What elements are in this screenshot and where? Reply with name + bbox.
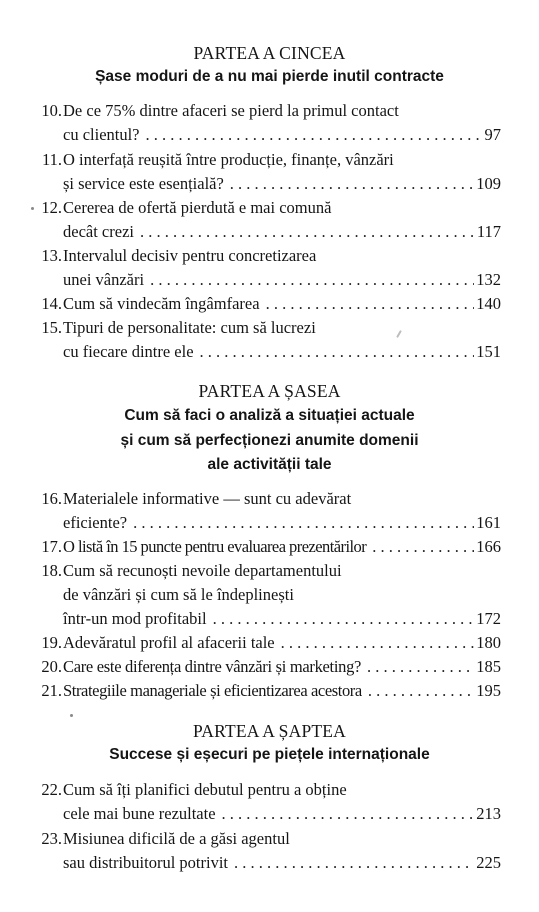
entry-page-number: 161 (476, 513, 501, 532)
entry-title-line: cu clientul? (63, 125, 140, 144)
entry-page-number: 185 (476, 657, 501, 676)
part-5-heading: PARTEA A CINCEA (193, 43, 346, 63)
entry-page-number: 180 (476, 633, 501, 652)
entry-last-line (63, 657, 501, 677)
entry-page-number: 166 (476, 537, 501, 556)
scan-speck (396, 330, 402, 338)
dot-leader (150, 270, 474, 290)
entry-last-line (63, 633, 501, 653)
entry-title-line: cu fiecare dintre ele (63, 342, 194, 361)
entry-title-line: Intervalul decisiv pentru concretizarea (63, 246, 317, 265)
entry-number: 10. (41, 101, 62, 120)
entry-last-line (63, 294, 501, 314)
dot-leader (230, 174, 474, 194)
entry-number: 18. (41, 561, 62, 580)
entry-title-line: eficiente? (63, 513, 128, 532)
entry-title-line: cele mai bune rezultate (63, 804, 216, 823)
dot-leader (213, 609, 475, 629)
entry-number: 17. (41, 537, 62, 556)
entry-page-number: 195 (476, 681, 501, 700)
entry-number: 11. (41, 150, 62, 169)
dot-leader (234, 853, 474, 873)
entry-last-line (63, 270, 501, 290)
entry-page-number: 132 (476, 270, 501, 289)
dot-leader (367, 657, 474, 677)
entry-title-line: Materialele informative — sunt cu adevărat (63, 489, 352, 508)
entry-last-line (63, 174, 501, 194)
part-7-heading: PARTEA A ȘAPTEA (192, 721, 346, 741)
dot-leader (281, 633, 475, 653)
entry-number: 20. (41, 657, 62, 676)
entry-last-line (63, 342, 501, 362)
entry-page-number: 97 (484, 125, 501, 144)
entry-last-line (63, 804, 501, 824)
entry-title-line: Cum să vindecăm îngâmfarea (63, 294, 260, 313)
dot-leader (200, 342, 475, 362)
entry-page-number: 140 (476, 294, 501, 313)
entry-last-line (63, 513, 501, 533)
dot-leader (133, 513, 474, 533)
entry-title-line: de vânzări și cum să le îndeplinești (63, 585, 294, 604)
part-5-subtitle: Șase moduri de a nu mai pierde inutil contracte (95, 68, 444, 85)
scan-speck (31, 207, 34, 210)
entry-title-line: Cererea de ofertă pierdută e mai comună (63, 198, 332, 217)
entry-number: 12. (41, 198, 62, 217)
entry-title-line: Strategiile manageriale și eficientizarea acestora (63, 681, 362, 700)
entry-page-number: 109 (476, 174, 501, 193)
dot-leader (140, 222, 475, 242)
part-7-subtitle: Succese și eșecuri pe piețele internaționale (109, 746, 430, 763)
entry-title-line: Misiunea dificilă de a găsi agentul (63, 829, 290, 848)
entry-last-line (63, 125, 501, 145)
entry-title-line: decât crezi (63, 222, 134, 241)
entry-title-line: O interfață reușită între producție, finanțe, vânzări (63, 150, 394, 169)
entry-page-number: 225 (476, 853, 501, 872)
dot-leader (368, 681, 474, 701)
entry-last-line (63, 853, 501, 873)
part-6-subtitle-line-3: ale activității tale (207, 456, 332, 473)
entry-title-line: Cum să recunoști nevoile departamentului (63, 561, 342, 580)
dot-leader (146, 125, 483, 145)
entry-last-line (63, 609, 501, 629)
entry-number: 15. (41, 318, 62, 337)
entry-page-number: 117 (476, 222, 501, 241)
entry-number: 13. (41, 246, 62, 265)
part-6-heading: PARTEA A ȘASEA (198, 381, 341, 401)
entry-last-line (63, 537, 501, 557)
entry-title-line: O listă în 15 puncte pentru evaluarea prezentărilor (63, 537, 367, 556)
entry-number: 14. (41, 294, 62, 313)
entry-number: 22. (41, 780, 62, 799)
entry-last-line (63, 681, 501, 701)
entry-page-number: 151 (476, 342, 501, 361)
dot-leader (266, 294, 475, 314)
part-6-subtitle-line-1: Cum să faci o analiză a situației actuale (124, 407, 415, 424)
entry-number: 19. (41, 633, 62, 652)
entry-title-line: Tipuri de personalitate: cum să lucrezi (63, 318, 316, 337)
entry-title-line: Care este diferența dintre vânzări și marketing? (63, 657, 362, 676)
part-6-subtitle-line-2: și cum să perfecționezi anumite domenii (120, 432, 419, 449)
entry-page-number: 172 (476, 609, 501, 628)
entry-number: 16. (41, 489, 62, 508)
entry-title-line: și service este esențială? (63, 174, 224, 193)
entry-page-number: 213 (476, 804, 501, 823)
dot-leader (222, 804, 475, 824)
entry-number: 23. (41, 829, 62, 848)
entry-title-line: Cum să îți planifici debutul pentru a obține (63, 780, 347, 799)
entry-title-line: Adevăratul profil al afacerii tale (63, 633, 275, 652)
entry-title-line: într-un mod profitabil (63, 609, 207, 628)
entry-last-line (63, 222, 501, 242)
dot-leader (372, 537, 474, 557)
entry-title-line: unei vânzări (63, 270, 145, 289)
entry-title-line: De ce 75% dintre afaceri se pierd la primul contact (63, 101, 399, 120)
scan-speck (70, 714, 73, 717)
entry-title-line: sau distribuitorul potrivit (63, 853, 228, 872)
entry-number: 21. (41, 681, 62, 700)
